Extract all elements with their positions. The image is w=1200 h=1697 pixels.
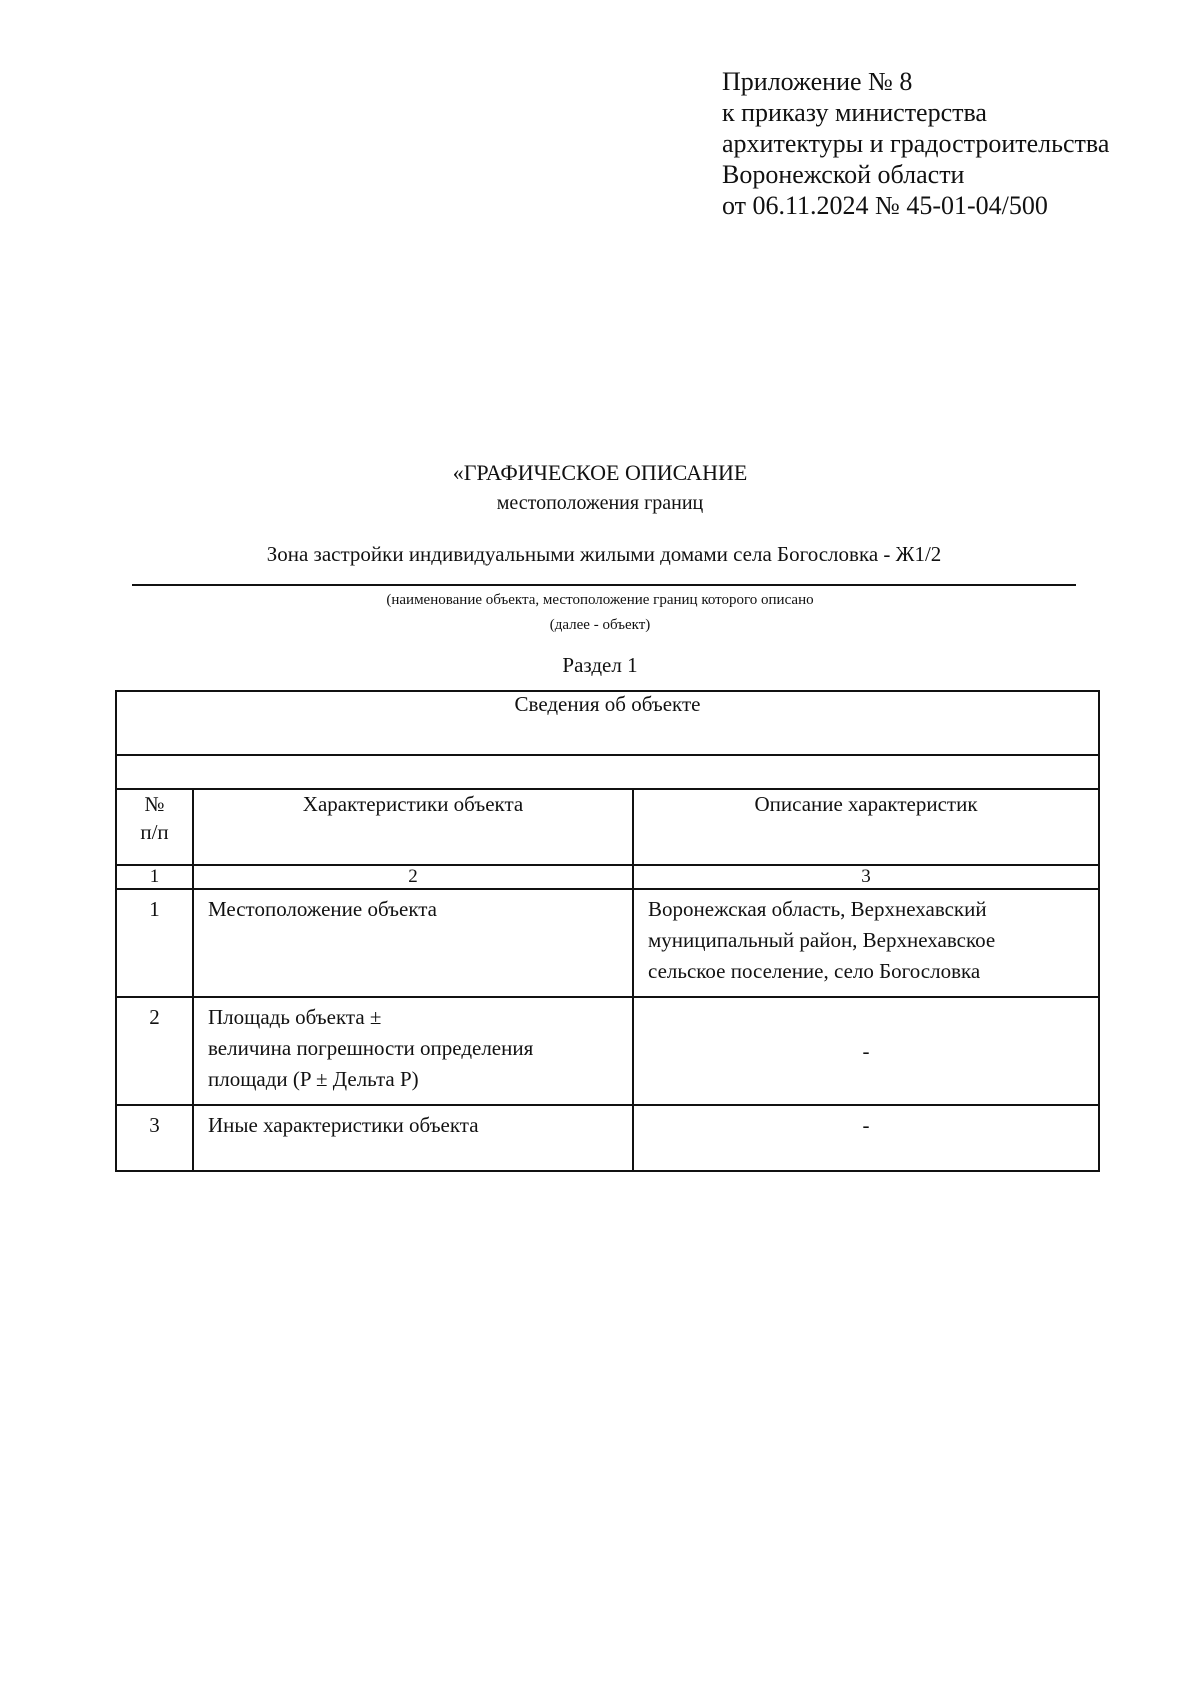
object-name-underline	[132, 584, 1076, 586]
column-header-description: Описание характеристик	[633, 789, 1099, 865]
document-title-sub: местоположения границ	[496, 492, 704, 514]
row-characteristic	[193, 889, 633, 997]
object-name: Зона застройки индивидуальными жилыми домами села Богословка - Ж1/2	[266, 542, 942, 566]
section-label: Раздел 1	[562, 653, 638, 677]
row-description-line: сельское поселение, село Богословка	[648, 959, 981, 983]
column-number: 2	[193, 865, 633, 889]
row-number: 3	[116, 1105, 193, 1171]
table-row	[116, 889, 1099, 997]
object-info-table	[115, 690, 1100, 1172]
object-caption	[0, 588, 1200, 638]
table-heading: Сведения об объекте	[116, 691, 1099, 755]
row-description	[633, 889, 1099, 997]
appendix-header	[722, 66, 1109, 221]
row-characteristic-line: Площадь объекта ±	[208, 1005, 382, 1029]
column-header-num-line1: №	[144, 792, 165, 816]
row-characteristic-line: величина погрешности определения	[208, 1036, 534, 1060]
table-row	[116, 1105, 1099, 1171]
row-characteristic	[193, 1105, 633, 1171]
row-description-line: муниципальный район, Верхнехавское	[648, 928, 996, 952]
appendix-line: от 06.11.2024 № 45-01-04/500	[722, 191, 1048, 220]
row-description: -	[633, 997, 1099, 1105]
row-description: -	[633, 1105, 1099, 1171]
column-header-num-line2: п/п	[140, 820, 169, 844]
document-title-main: «ГРАФИЧЕСКОЕ ОПИСАНИЕ	[452, 460, 748, 485]
appendix-line: к приказу министерства	[722, 98, 987, 127]
row-number: 1	[116, 889, 193, 997]
row-characteristic-line: площади (P ± Дельта P)	[208, 1067, 419, 1091]
table-column-number-row	[116, 865, 1099, 889]
row-number: 2	[116, 997, 193, 1105]
table-spacer-row	[116, 755, 1099, 789]
row-characteristic-line: Иные характеристики объекта	[208, 1113, 479, 1137]
column-header-num	[116, 789, 193, 865]
object-caption-line: (далее - объект)	[549, 617, 651, 633]
row-characteristic-line: Местоположение объекта	[208, 897, 438, 921]
column-number: 1	[116, 865, 193, 889]
row-description-line: Воронежская область, Верхнехавский	[648, 897, 987, 921]
object-caption-line: (наименование объекта, местоположение границ которого описано	[386, 592, 814, 608]
appendix-line: Воронежской области	[722, 160, 965, 189]
column-header-characteristic: Характеристики объекта	[193, 789, 633, 865]
document-title	[0, 458, 1200, 518]
column-number: 3	[633, 865, 1099, 889]
table-spacer-cell	[116, 755, 1099, 789]
appendix-line: архитектуры и градостроительства	[722, 129, 1110, 158]
table-column-header-row	[116, 789, 1099, 865]
table-row	[116, 997, 1099, 1105]
row-characteristic	[193, 997, 633, 1105]
table-heading-row	[116, 691, 1099, 755]
appendix-line: Приложение № 8	[722, 67, 913, 96]
